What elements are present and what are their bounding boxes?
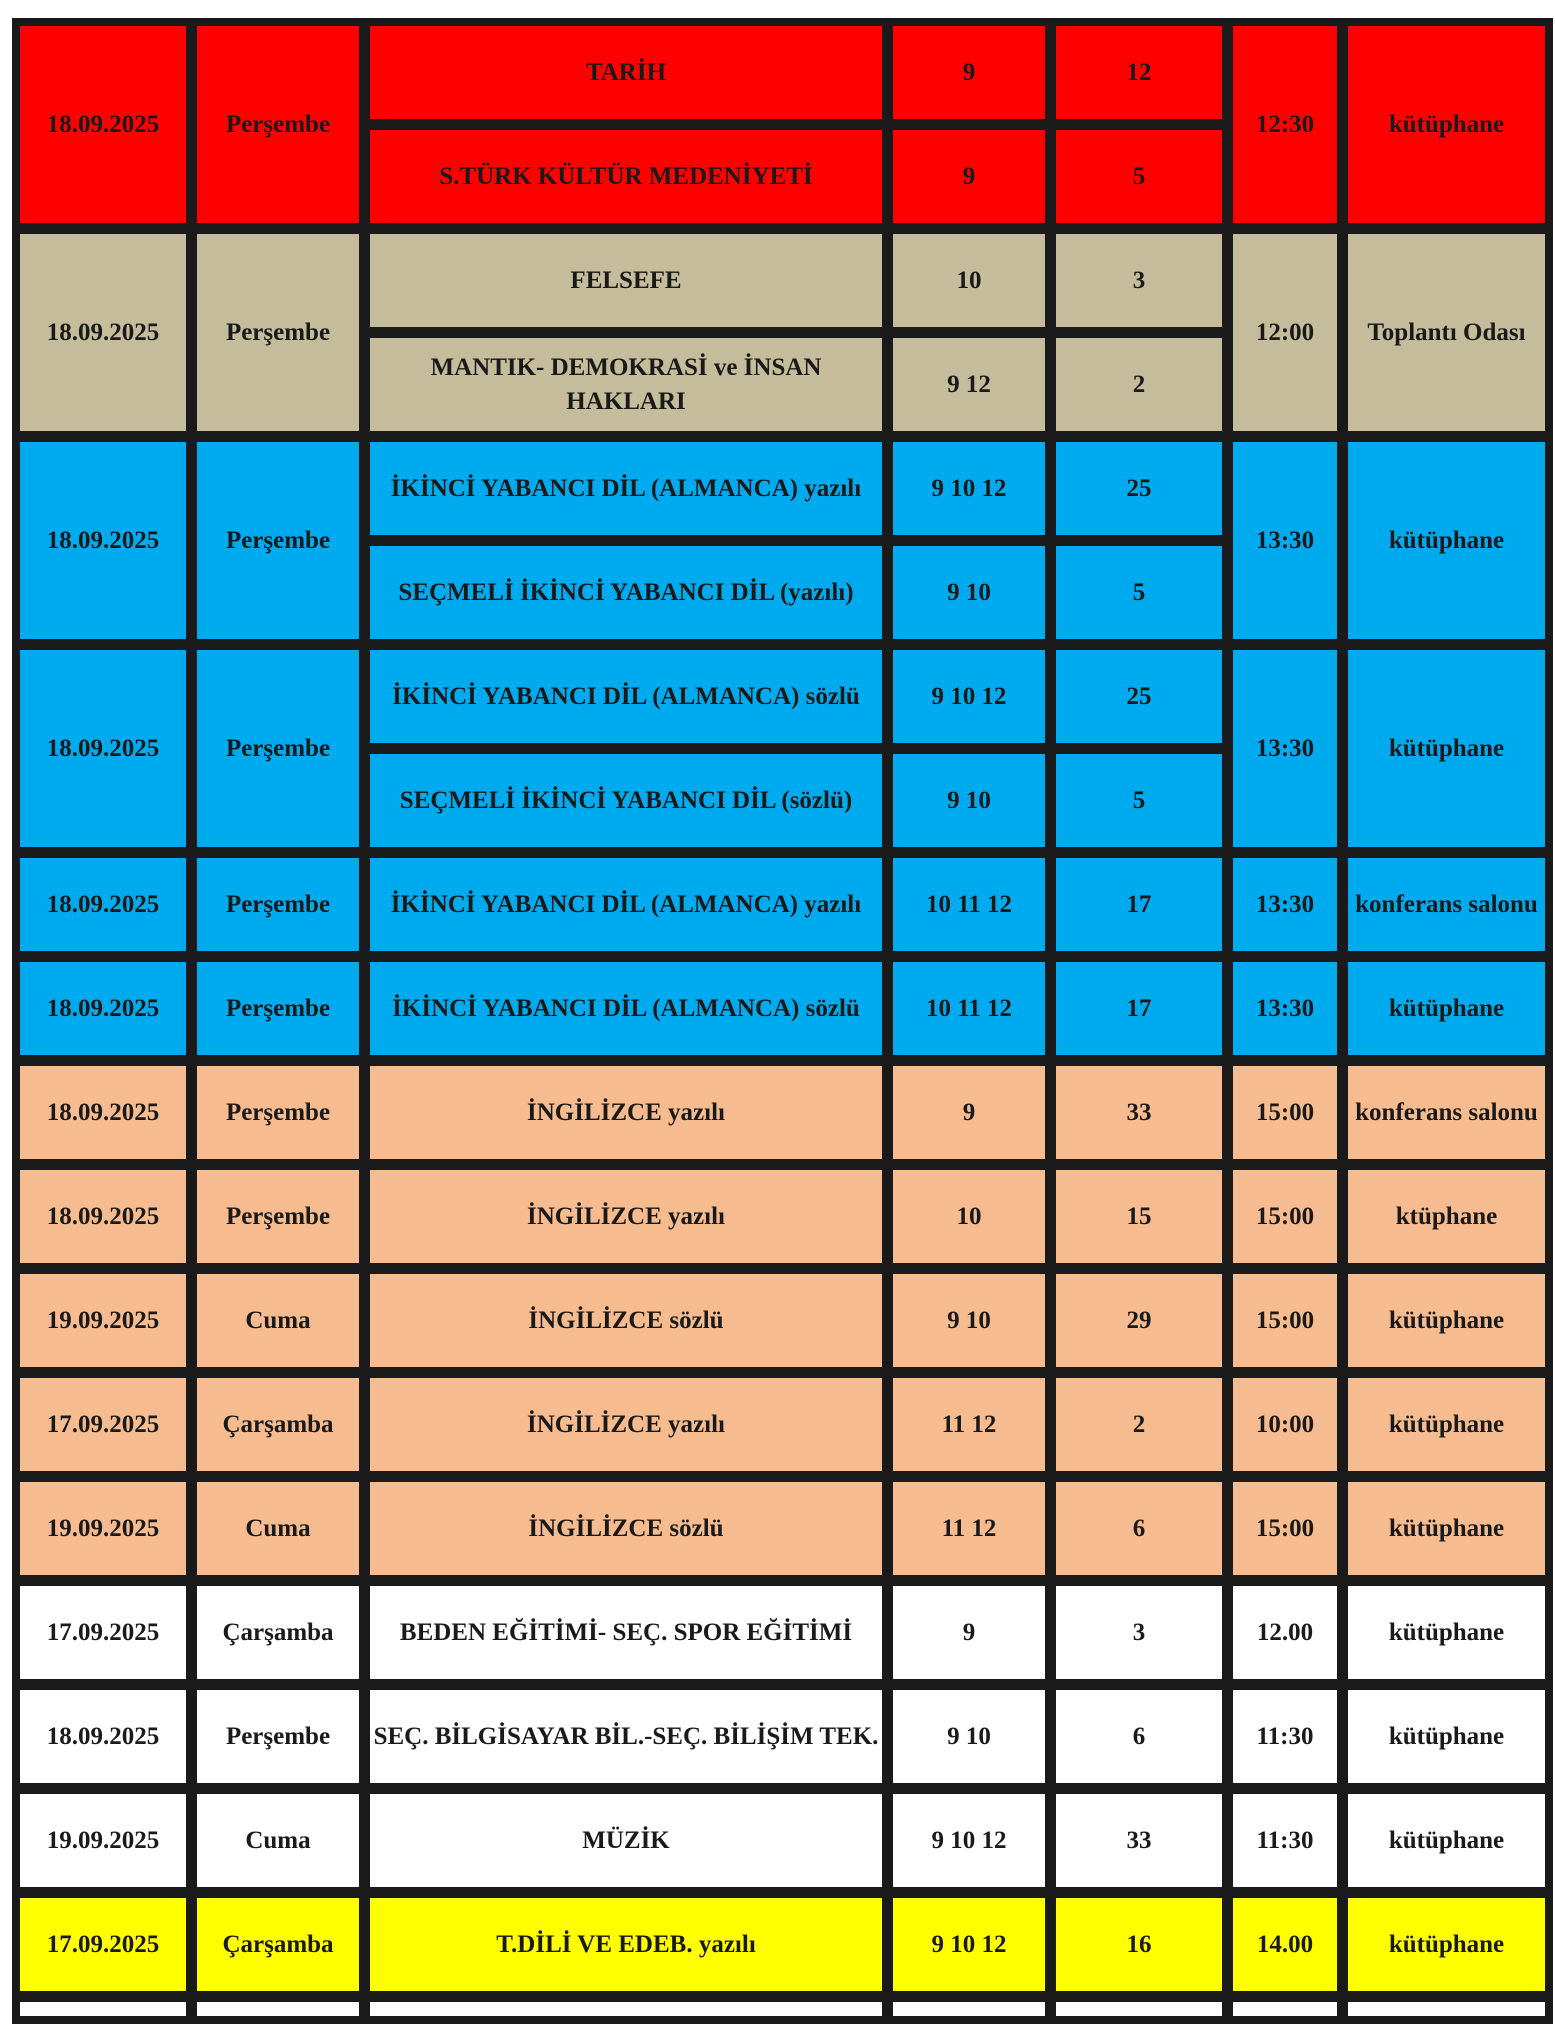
place-cell: kütüphane (1345, 1791, 1548, 1890)
grades-cell: 9 12 (890, 335, 1048, 434)
grades-cell: 10 11 12 (890, 959, 1048, 1058)
grades-cell: 11 12 (890, 1375, 1048, 1474)
count-cell: 2 (1053, 1375, 1225, 1474)
date-cell: 18.09.2025 (17, 1063, 189, 1162)
date-cell: 17.09.2025 (17, 1375, 189, 1474)
date-cell: 19.09.2025 (17, 1791, 189, 1890)
date-cell: 18.09.2025 (17, 1167, 189, 1266)
date-cell: 18.09.2025 (17, 231, 189, 434)
place-cell: kütüphane (1345, 647, 1548, 850)
count-cell: 16 (1053, 1895, 1225, 1994)
count-cell: 33 (1053, 1791, 1225, 1890)
day-cell: Cuma (194, 1791, 362, 1890)
place-cell: kütüphane (1345, 959, 1548, 1058)
place-cell: kütüphane (1345, 23, 1548, 226)
subject-cell: BEDEN EĞİTİMİ- SEÇ. SPOR EĞİTİMİ (367, 1583, 885, 1682)
date-cell: 18.09.2025 (17, 439, 189, 642)
time-cell: 12:30 (1230, 23, 1340, 226)
date-cell: 18.09.2025 (17, 647, 189, 850)
grades-cell: 9 10 (890, 1271, 1048, 1370)
table-row (17, 1583, 1548, 1682)
day-cell: Perşembe (194, 959, 362, 1058)
table-row (17, 1375, 1548, 1474)
count-cell: 5 (1053, 543, 1225, 642)
subject-cell: İKİNCİ YABANCI DİL (ALMANCA) sözlü (367, 647, 885, 746)
count-cell: 5 (1053, 127, 1225, 226)
date-cell: 18.09.2025 (17, 855, 189, 954)
day-cell: Cuma (194, 1271, 362, 1370)
table-row (17, 959, 1548, 1058)
table-row (17, 1271, 1548, 1370)
count-cell: 5 (1053, 751, 1225, 850)
date-cell: 18.09.2025 (17, 1687, 189, 1786)
grades-cell: 9 (890, 23, 1048, 122)
subject-cell: T.DİLİ VE EDEB. yazılı (367, 1895, 885, 1994)
grades-cell: 10 (890, 1167, 1048, 1266)
time-cell: 10:00 (1230, 1375, 1340, 1474)
time-cell: 13:30 (1230, 439, 1340, 642)
day-cell: Perşembe (194, 1063, 362, 1162)
subject-cell: İKİNCİ YABANCI DİL (ALMANCA) sözlü (367, 959, 885, 1058)
day-cell: Perşembe (194, 855, 362, 954)
day-cell: Perşembe (194, 647, 362, 850)
place-cell: kütüphane (1345, 1895, 1548, 1994)
place-cell: Toplantı Odası (1345, 231, 1548, 434)
grades-cell: 9 10 (890, 543, 1048, 642)
table-row (17, 1063, 1548, 1162)
time-cell: 14.00 (1230, 1895, 1340, 1994)
count-cell: 6 (1053, 1687, 1225, 1786)
subject-cell: İNGİLİZCE yazılı (367, 1167, 885, 1266)
table-row (17, 1687, 1548, 1786)
date-cell: 19.09.2025 (17, 1479, 189, 1578)
subject-cell: İNGİLİZCE sözlü (367, 1271, 885, 1370)
day-cell: Perşembe (194, 439, 362, 642)
day-cell: Perşembe (194, 1687, 362, 1786)
exam-schedule-table (12, 18, 1553, 2024)
count-cell: 2 (1053, 335, 1225, 434)
place-cell: kütüphane (1345, 439, 1548, 642)
table-row (17, 1167, 1548, 1266)
subject-cell: İNGİLİZCE yazılı (367, 1063, 885, 1162)
place-cell: ktüphane (1345, 1167, 1548, 1266)
subject-cell: İNGİLİZCE yazılı (367, 1375, 885, 1474)
grades-cell: 10 11 12 (890, 855, 1048, 954)
table-row (17, 1895, 1548, 1994)
table-row-partial (17, 1999, 1548, 2019)
day-cell: Çarşamba (194, 1583, 362, 1682)
table-row (17, 855, 1548, 954)
count-cell: 6 (1053, 1479, 1225, 1578)
time-cell: 15:00 (1230, 1271, 1340, 1370)
count-cell: 17 (1053, 959, 1225, 1058)
table-row (17, 23, 1548, 122)
subject-cell: SEÇ. BİLGİSAYAR BİL.-SEÇ. BİLİŞİM TEK. (367, 1687, 885, 1786)
subject-cell: MÜZİK (367, 1791, 885, 1890)
date-cell: 18.09.2025 (17, 959, 189, 1058)
subject-cell: MANTIK- DEMOKRASİ ve İNSAN HAKLARI (367, 335, 885, 434)
grades-cell: 10 (890, 231, 1048, 330)
table-row (17, 1479, 1548, 1578)
date-cell: 19.09.2025 (17, 1271, 189, 1370)
count-cell: 15 (1053, 1167, 1225, 1266)
day-cell: Çarşamba (194, 1895, 362, 1994)
count-cell: 17 (1053, 855, 1225, 954)
count-cell: 25 (1053, 647, 1225, 746)
count-cell: 29 (1053, 1271, 1225, 1370)
subject-cell: SEÇMELİ İKİNCİ YABANCI DİL (yazılı) (367, 543, 885, 642)
time-cell: 13:30 (1230, 647, 1340, 850)
grades-cell: 9 10 12 (890, 1895, 1048, 1994)
subject-cell: S.TÜRK KÜLTÜR MEDENİYETİ (367, 127, 885, 226)
grades-cell: 9 10 12 (890, 439, 1048, 538)
place-cell: konferans salonu (1345, 1063, 1548, 1162)
count-cell: 3 (1053, 231, 1225, 330)
subject-cell: TARİH (367, 23, 885, 122)
time-cell: 11:30 (1230, 1791, 1340, 1890)
grades-cell: 9 10 (890, 1687, 1048, 1786)
grades-cell: 9 (890, 1583, 1048, 1682)
place-cell: kütüphane (1345, 1583, 1548, 1682)
subject-cell: İKİNCİ YABANCI DİL (ALMANCA) yazılı (367, 855, 885, 954)
grades-cell: 9 (890, 127, 1048, 226)
time-cell: 12.00 (1230, 1583, 1340, 1682)
place-cell: konferans salonu (1345, 855, 1548, 954)
time-cell: 15:00 (1230, 1167, 1340, 1266)
subject-cell: SEÇMELİ İKİNCİ YABANCI DİL (sözlü) (367, 751, 885, 850)
day-cell: Perşembe (194, 23, 362, 226)
table-row (17, 439, 1548, 538)
table-row (17, 231, 1548, 330)
count-cell: 3 (1053, 1583, 1225, 1682)
grades-cell: 9 (890, 1063, 1048, 1162)
day-cell: Çarşamba (194, 1375, 362, 1474)
count-cell: 33 (1053, 1063, 1225, 1162)
day-cell: Perşembe (194, 231, 362, 434)
time-cell: 15:00 (1230, 1479, 1340, 1578)
time-cell: 12:00 (1230, 231, 1340, 434)
day-cell: Perşembe (194, 1167, 362, 1266)
date-cell: 18.09.2025 (17, 23, 189, 226)
day-cell: Cuma (194, 1479, 362, 1578)
subject-cell: İKİNCİ YABANCI DİL (ALMANCA) yazılı (367, 439, 885, 538)
date-cell: 17.09.2025 (17, 1895, 189, 1994)
place-cell: kütüphane (1345, 1479, 1548, 1578)
subject-cell: İNGİLİZCE sözlü (367, 1479, 885, 1578)
grades-cell: 9 10 12 (890, 1791, 1048, 1890)
table-row (17, 647, 1548, 746)
place-cell: kütüphane (1345, 1375, 1548, 1474)
grades-cell: 11 12 (890, 1479, 1048, 1578)
count-cell: 25 (1053, 439, 1225, 538)
subject-cell: FELSEFE (367, 231, 885, 330)
time-cell: 11:30 (1230, 1687, 1340, 1786)
time-cell: 15:00 (1230, 1063, 1340, 1162)
date-cell: 17.09.2025 (17, 1583, 189, 1682)
count-cell: 12 (1053, 23, 1225, 122)
grades-cell: 9 10 12 (890, 647, 1048, 746)
table-row (17, 1791, 1548, 1890)
time-cell: 13:30 (1230, 855, 1340, 954)
place-cell: kütüphane (1345, 1687, 1548, 1786)
place-cell: kütüphane (1345, 1271, 1548, 1370)
time-cell: 13:30 (1230, 959, 1340, 1058)
grades-cell: 9 10 (890, 751, 1048, 850)
